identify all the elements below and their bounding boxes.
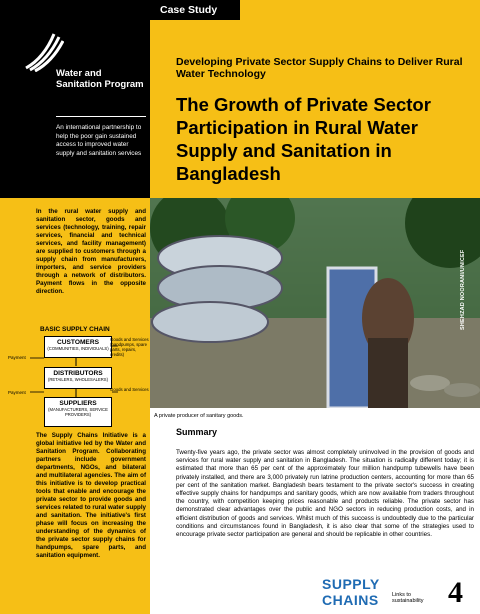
- distributors-box: [44, 367, 112, 389]
- suppliers-box: [44, 397, 112, 427]
- program-logo-icon: [24, 32, 64, 72]
- customers-box: [44, 336, 112, 358]
- photo-illustration: [150, 198, 480, 408]
- supply-chain-title: BASIC SUPPLY CHAIN: [40, 326, 110, 333]
- photo-credit: SHEHZAD NOORANI/UNICEF: [460, 249, 466, 330]
- summary-heading: Summary: [176, 427, 218, 437]
- program-name: Water and Sanitation Program: [56, 68, 144, 90]
- payment-label: Payment: [8, 390, 26, 395]
- divider: [56, 116, 146, 117]
- program-panel: [0, 0, 150, 198]
- customers-sublabel: (COMMUNITIES, INDIVIDUALS): [47, 346, 109, 351]
- photo-caption: A private producer of sanitary goods.: [154, 413, 244, 419]
- logo-tagline: Links to sustainability: [392, 592, 424, 604]
- document-subtitle: Developing Private Sector Supply Chains to Deliver Rural Water Technology: [176, 56, 463, 80]
- suppliers-sublabel: (MANUFACTURERS, SERVICE PROVIDERS): [48, 407, 108, 417]
- payment-label: Payment: [8, 355, 26, 360]
- initiative-paragraph: The Supply Chains Initiative is a global initiative led by the Water and Sanitation Program. Collaborating partners include government departments, NGOs, and bilateral and multilateral agencies. The aim of this initiative is to develop practical tools that enable and encourage the private sector to provide goods and services related to rural water supply and sanitation. The initiative's first phase will focus on increasing the understanding of the dynamics of the private sector supply chains for handpumps, spare parts, and sanitation equipment.: [36, 432, 146, 559]
- supply-chains-logo-supply: SUPPLY: [322, 576, 380, 592]
- distributors-label: DISTRIBUTORS: [53, 370, 103, 377]
- customers-label: CUSTOMERS: [56, 339, 99, 346]
- distributors-sublabel: (RETAILERS, WHOLESALERS): [48, 377, 108, 382]
- goods-services-label: Goods and Services: [110, 387, 149, 392]
- cover-photo: [150, 198, 480, 408]
- document-title: The Growth of Private Sector Participation in Rural Water Supply and Sanitation in Bangladesh: [176, 94, 431, 184]
- case-study-label: Case Study: [160, 4, 218, 16]
- suppliers-label: SUPPLIERS: [59, 400, 97, 407]
- program-description: An international partnership to help the poor gain sustained access to improved water supply and sanitation services: [56, 124, 142, 157]
- goods-services-label: Goods and Services (handpumps, spare parts, repairs, credits): [110, 337, 149, 357]
- summary-body: Twenty-five years ago, the private sector was almost completely uninvolved in the provision of goods and services for rural water supply and sanitation in Bangladesh. The situation is radically different today; it is estimated that more than 65 per cent of the approximately four million handpump tubewells have been privately installed, and there are 3,000 privately run latrine production centers, accounting for more than 65 per cent of the sanitation market. Bangladesh bears testament to the private sector's success in creating effective supply chains for handpumps and sanitary goods, which are now available from traders throughout the country, with competition keeping prices reasonable and products reliable. The private sector has demonstrated clear advantages over the public and NGO sectors in reducing production costs, and in efficient distribution of goods and services. Whilst much of this success is undoubtedly due to the particular conditions and circumstances found in Bangladesh, it is also clear that some of the strategies used to encourage private sector participation are general and should be replicable in other countries.: [176, 449, 474, 539]
- supply-chains-logo-chains: CHAINS: [322, 592, 379, 608]
- intro-paragraph: In the rural water supply and sanitation sector, goods and services (technology, training, repair services, financial and technical services, and facility management) are supplied to customers through a supply chain from manufacturers, importers, and service providers through a network of distributors. Payment flows in the opposite direction.: [36, 208, 146, 295]
- issue-number: 4: [448, 576, 463, 609]
